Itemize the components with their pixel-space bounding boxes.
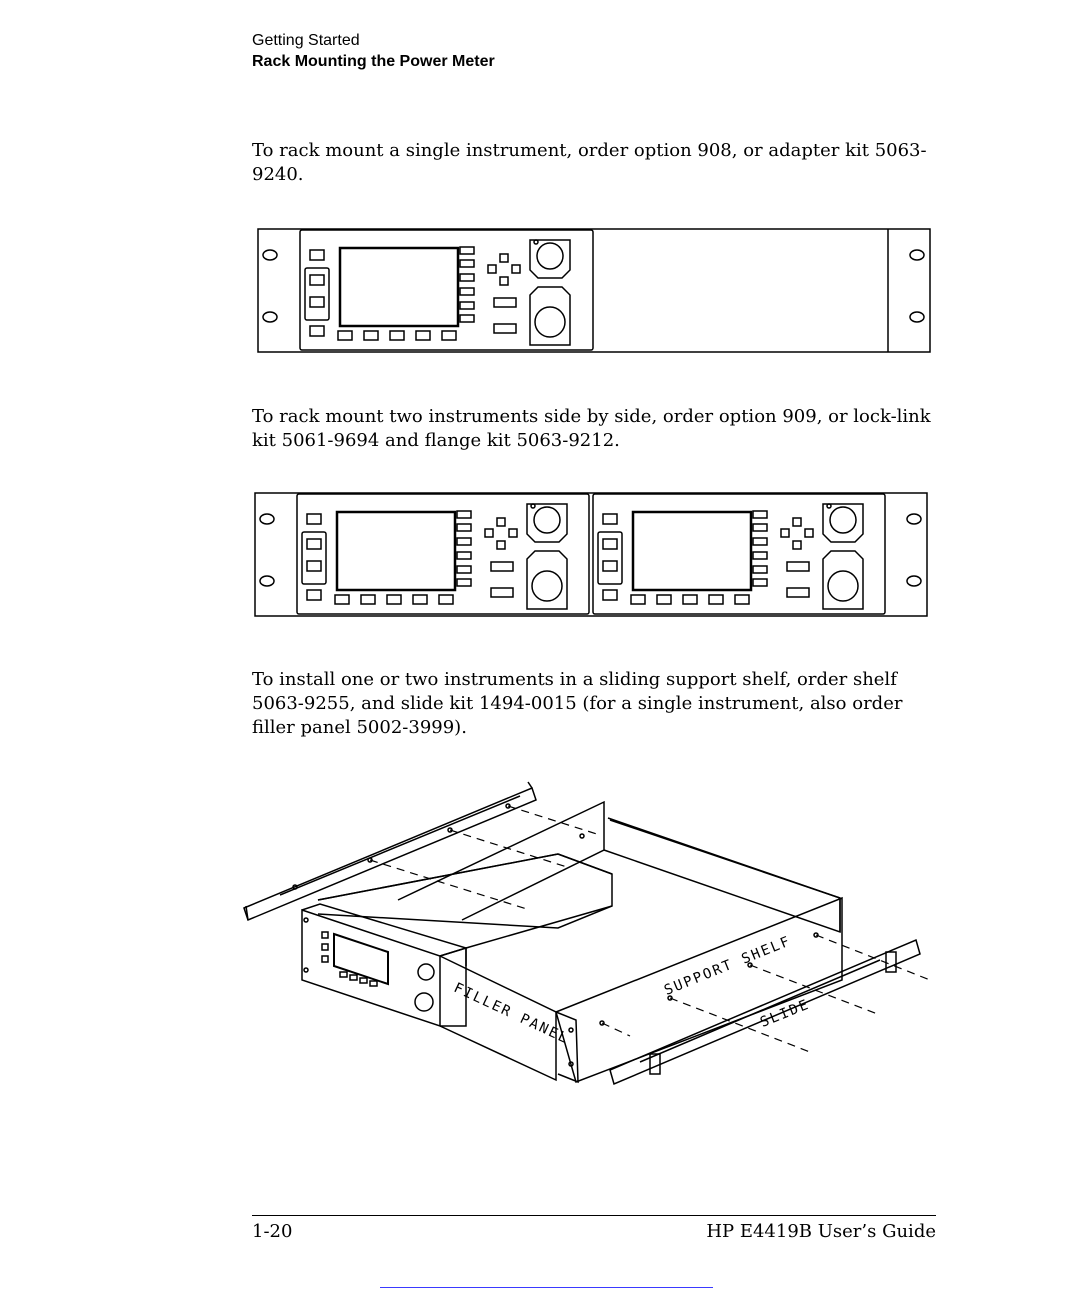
footer-rule (252, 1215, 936, 1216)
page-number: 1-20 (252, 1221, 293, 1242)
instrument-box (318, 854, 612, 966)
slide-label: SLIDE (758, 996, 813, 1031)
paragraph-support-shelf: To install one or two instruments in a sliding support shelf, order shelf 5063-9255, and slide kit 1494-0015 (for a single instrument, also order filler panel 5002-3999). (252, 669, 903, 738)
support-shelf-figure (240, 780, 940, 1100)
support-shelf-label: SUPPORT SHELF (662, 933, 794, 999)
paragraph-two-instruments: To rack mount two instruments side by side, order option 909, or lock-link kit 5061-9694 and flange kit 5063-9212. (252, 406, 931, 451)
left-slide-rail (244, 782, 536, 920)
paragraph-single-instrument: To rack mount a single instrument, order option 908, or adapter kit 5063-9240. (252, 140, 927, 185)
single-instrument-rack-figure (256, 227, 936, 357)
page-title: Rack Mounting the Power Meter (252, 53, 495, 70)
instrument-front-panel (302, 904, 466, 1026)
power-meter-front-panel (300, 230, 593, 350)
guide-title: HP E4419B User’s Guide (706, 1221, 936, 1242)
link-underline[interactable] (380, 1287, 713, 1288)
filler-panel-label: FILLER PANEL (451, 980, 572, 1048)
dual-instrument-rack-figure (253, 491, 933, 621)
power-meter-front-panel-left (297, 494, 589, 614)
power-meter-front-panel-right (593, 494, 885, 614)
section-title: Getting Started (252, 32, 360, 49)
